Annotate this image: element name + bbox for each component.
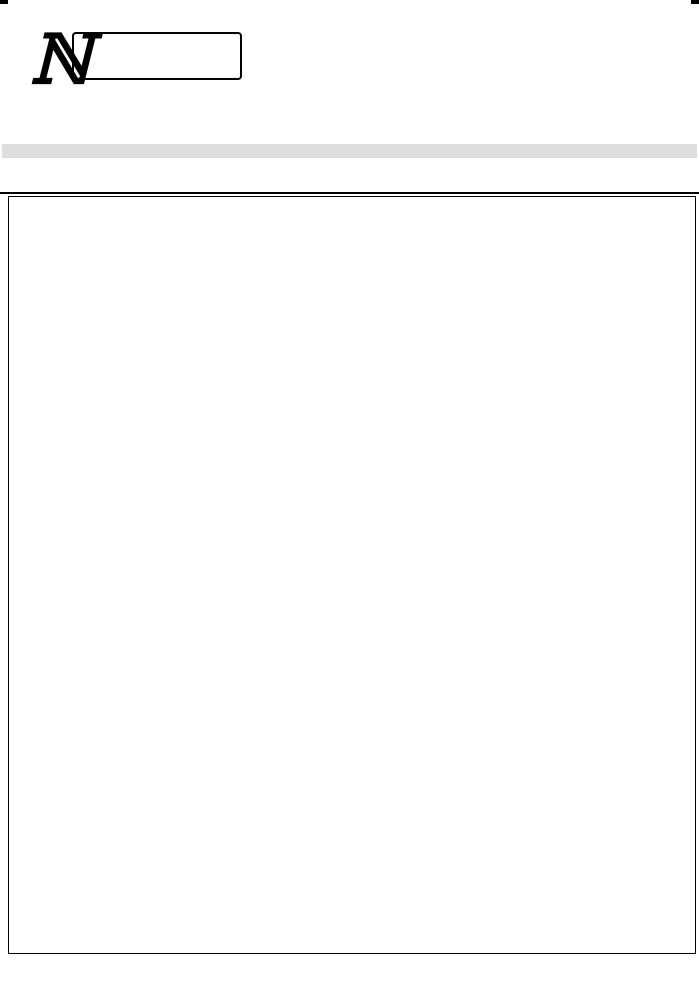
fax-address-bar (2, 144, 697, 158)
page-footer (0, 963, 699, 983)
page-header (0, 14, 699, 164)
page-title (0, 162, 699, 194)
tour-table (8, 196, 696, 954)
logo-frame (72, 32, 242, 80)
ad-label-right (691, 0, 699, 4)
logo-mark-icon: ℕ (30, 20, 93, 100)
company-logo (22, 22, 252, 142)
ad-label-left (0, 0, 8, 4)
